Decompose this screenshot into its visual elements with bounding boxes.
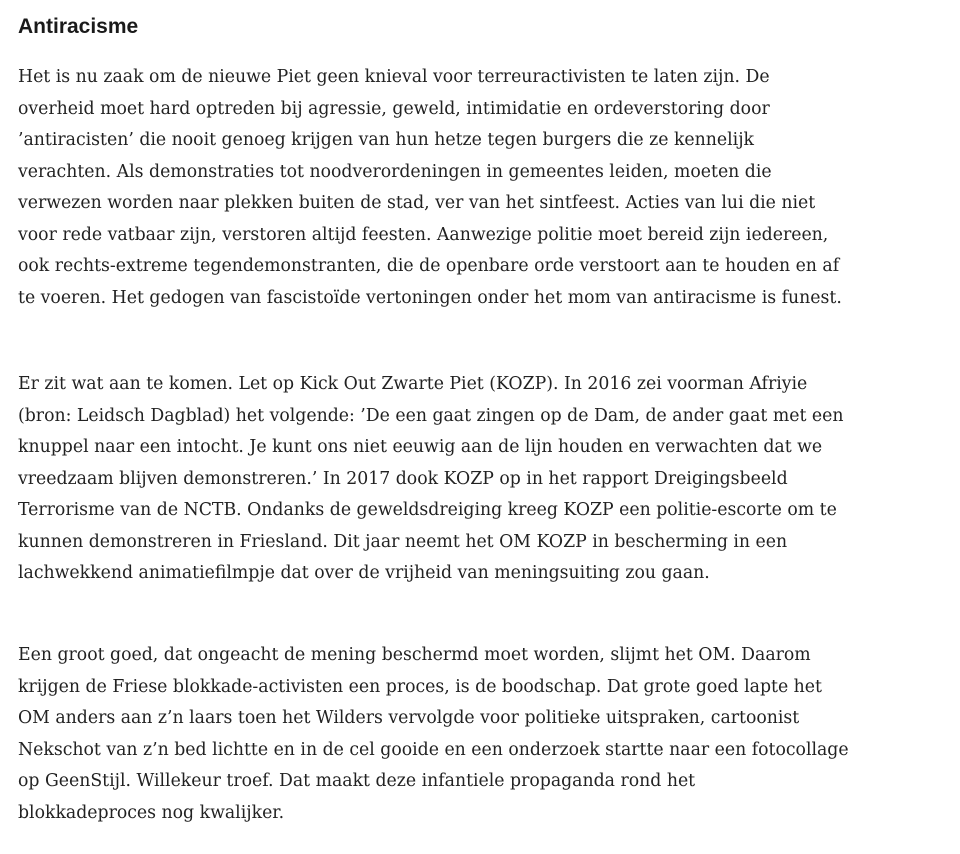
text-line: verwezen worden naar plekken buiten de stad, ver van het sintfeest. Acties van lui die niet — [18, 193, 816, 213]
text-line: krijgen de Friese blokkade-activisten een proces, is de boodschap. Dat grote goed lapte het — [18, 676, 822, 697]
paragraph-2 — [18, 369, 844, 590]
text-line: kunnen demonstreren in Friesland. Dit jaar neemt het OM KOZP in bescherming in een — [18, 531, 788, 552]
text-line: Nekschot van z’n bed lichtte en in de cel gooide en een onderzoek startte naar een fotocollage — [18, 739, 849, 760]
text-line: ook rechts-extreme tegendemonstranten, die de openbare orde verstoort aan te houden en af — [18, 256, 840, 276]
text-line: Terrorisme van de NCTB. Ondanks de geweldsdreiging kreeg KOZP een politie-escorte om te — [18, 500, 837, 520]
text-line: lachwekkend animatiefilmpje dat over de vrijheid van meningsuiting zou gaan. — [18, 563, 710, 583]
text-line: Er zit wat aan te komen. Let op Kick Out Zwarte Piet (KOZP). In 2016 zei voorman Afriyie — [18, 374, 808, 394]
text-line: voor rede vatbaar zijn, verstoren altijd feesten. Aanwezige politie moet bereid zijn iedereen, — [18, 224, 829, 245]
text-line: ’antiracisten’ die nooit genoeg krijgen van hun hetze tegen burgers die ze kennelijk — [18, 130, 755, 150]
paragraph-3 — [18, 640, 849, 829]
text-line: te voeren. Het gedogen van fascistoïde vertoningen onder het mom van antiracisme is funest. — [18, 287, 842, 308]
text-line: verachten. Als demonstraties tot noodverordeningen in gemeentes leiden, moeten die — [18, 161, 772, 182]
text-line: Het is nu zaak om de nieuwe Piet geen knieval voor terreuractivisten te laten zijn. De — [18, 67, 770, 87]
text-line: Een groot goed, dat ongeacht de mening beschermd moet worden, slijmt het OM. Daarom — [18, 645, 811, 665]
text-line: overheid moet hard optreden bij agressie, geweld, intimidatie en ordeverstoring door — [18, 98, 770, 119]
section-heading: Antiracisme — [18, 15, 139, 38]
text-line: vreedzaam blijven demonstreren.’ In 2017 dook KOZP op in het rapport Dreigingsbeeld — [18, 468, 788, 489]
text-line: knuppel naar een intocht. Je kunt ons niet eeuwig aan de lijn houden en verwachten dat we — [18, 437, 823, 457]
article — [18, 0, 958, 823]
text-line: op GeenStijl. Willekeur troef. Dat maakt deze infantiele propaganda rond het — [18, 771, 696, 791]
text-line: OM anders aan z’n laars toen het Wilders vervolgde voor politieke uitspraken, cartoonist — [18, 708, 800, 728]
text-line: blokkadeproces nog kwalijker. — [18, 802, 285, 823]
paragraph-1 — [18, 62, 842, 314]
text-line: (bron: Leidsch Dagblad) het volgende: ’De een gaat zingen op de Dam, de ander gaat met een — [18, 405, 844, 426]
